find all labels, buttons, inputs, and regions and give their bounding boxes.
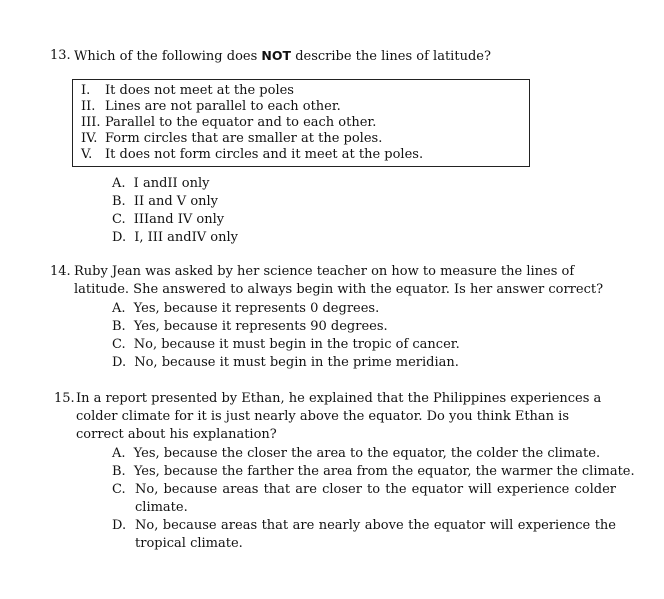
question-13-stem-before: Which of the following does bbox=[74, 49, 258, 64]
choice-item bbox=[112, 230, 238, 245]
choice-text: No, because areas that are closer to the equator will experience colder bbox=[135, 482, 616, 497]
choice-letter: B. bbox=[112, 464, 126, 479]
statement-text: It does not form circles and it meet at the poles. bbox=[105, 147, 424, 162]
choice-text: Yes, because it represents 0 degrees. bbox=[133, 301, 380, 316]
choice-item bbox=[112, 337, 460, 352]
choice-letter: C. bbox=[112, 337, 126, 352]
question-15-stem-line: colder climate for it is just nearly above the equator. Do you think Ethan is bbox=[76, 409, 570, 424]
choice-text: I andII only bbox=[133, 176, 210, 191]
choice-item bbox=[112, 464, 635, 479]
question-13-number: 13. bbox=[50, 48, 71, 63]
statement-numeral: IV. bbox=[81, 131, 98, 146]
question-14-stem-line: Ruby Jean was asked by her science teacher on how to measure the lines of bbox=[74, 264, 575, 279]
statement-numeral: V. bbox=[81, 147, 93, 162]
question-13-stem-emphasis: NOT bbox=[261, 48, 292, 63]
choice-text: II and V only bbox=[133, 194, 219, 209]
choice-text: Yes, because the closer the area to the equator, the colder the climate. bbox=[133, 446, 601, 461]
question-14-number: 14. bbox=[50, 264, 71, 279]
choice-text-continued: tropical climate. bbox=[135, 536, 243, 551]
choice-item bbox=[112, 355, 459, 370]
choice-item bbox=[112, 518, 126, 533]
statement-numeral: III. bbox=[81, 115, 101, 130]
question-13-stem-after: describe the lines of latitude? bbox=[295, 49, 491, 64]
choice-letter: B. bbox=[112, 194, 126, 209]
choice-text: No, because it must begin in the prime meridian. bbox=[134, 355, 459, 370]
statements-box bbox=[72, 79, 530, 167]
choice-item bbox=[112, 446, 600, 461]
question-15-stem-line: In a report presented by Ethan, he explained that the Philippines experiences a bbox=[76, 391, 602, 406]
choice-letter: D. bbox=[112, 518, 127, 533]
choice-text-continued: climate. bbox=[135, 500, 188, 515]
choice-text: Yes, because the farther the area from the equator, the warmer the climate. bbox=[133, 464, 635, 479]
choice-item bbox=[112, 176, 210, 191]
choice-item bbox=[112, 194, 218, 209]
choice-text: Yes, because it represents 90 degrees. bbox=[133, 319, 388, 334]
statement-text: Parallel to the equator and to each other. bbox=[105, 115, 377, 130]
choice-item bbox=[112, 301, 379, 316]
choice-letter: B. bbox=[112, 319, 126, 334]
choice-text: IIIand IV only bbox=[133, 212, 225, 227]
question-15-stem-line: correct about his explanation? bbox=[76, 427, 277, 442]
statement-numeral: I. bbox=[81, 83, 91, 98]
statement-text: Form circles that are smaller at the poles. bbox=[105, 131, 383, 146]
choice-letter: A. bbox=[112, 446, 126, 461]
choice-letter: D. bbox=[112, 355, 127, 370]
question-13-stem bbox=[74, 48, 491, 64]
question-15-number: 15. bbox=[54, 391, 75, 406]
choice-letter: A. bbox=[112, 176, 126, 191]
choice-letter: C. bbox=[112, 212, 126, 227]
choice-letter: D. bbox=[112, 230, 127, 245]
choice-item bbox=[112, 482, 126, 497]
choice-text: No, because it must begin in the tropic of cancer. bbox=[133, 337, 460, 352]
question-14-stem-line: latitude. She answered to always begin with the equator. Is her answer correct? bbox=[74, 282, 604, 297]
statement-text: Lines are not parallel to each other. bbox=[105, 99, 341, 114]
choice-letter: C. bbox=[112, 482, 126, 497]
statement-text: It does not meet at the poles bbox=[105, 83, 294, 98]
statement-numeral: II. bbox=[81, 99, 96, 114]
choice-letter: A. bbox=[112, 301, 126, 316]
choice-text: I, III andIV only bbox=[134, 230, 238, 245]
choice-item bbox=[112, 319, 388, 334]
choice-text: No, because areas that are nearly above the equator will experience the bbox=[135, 518, 616, 533]
choice-item bbox=[112, 212, 224, 227]
